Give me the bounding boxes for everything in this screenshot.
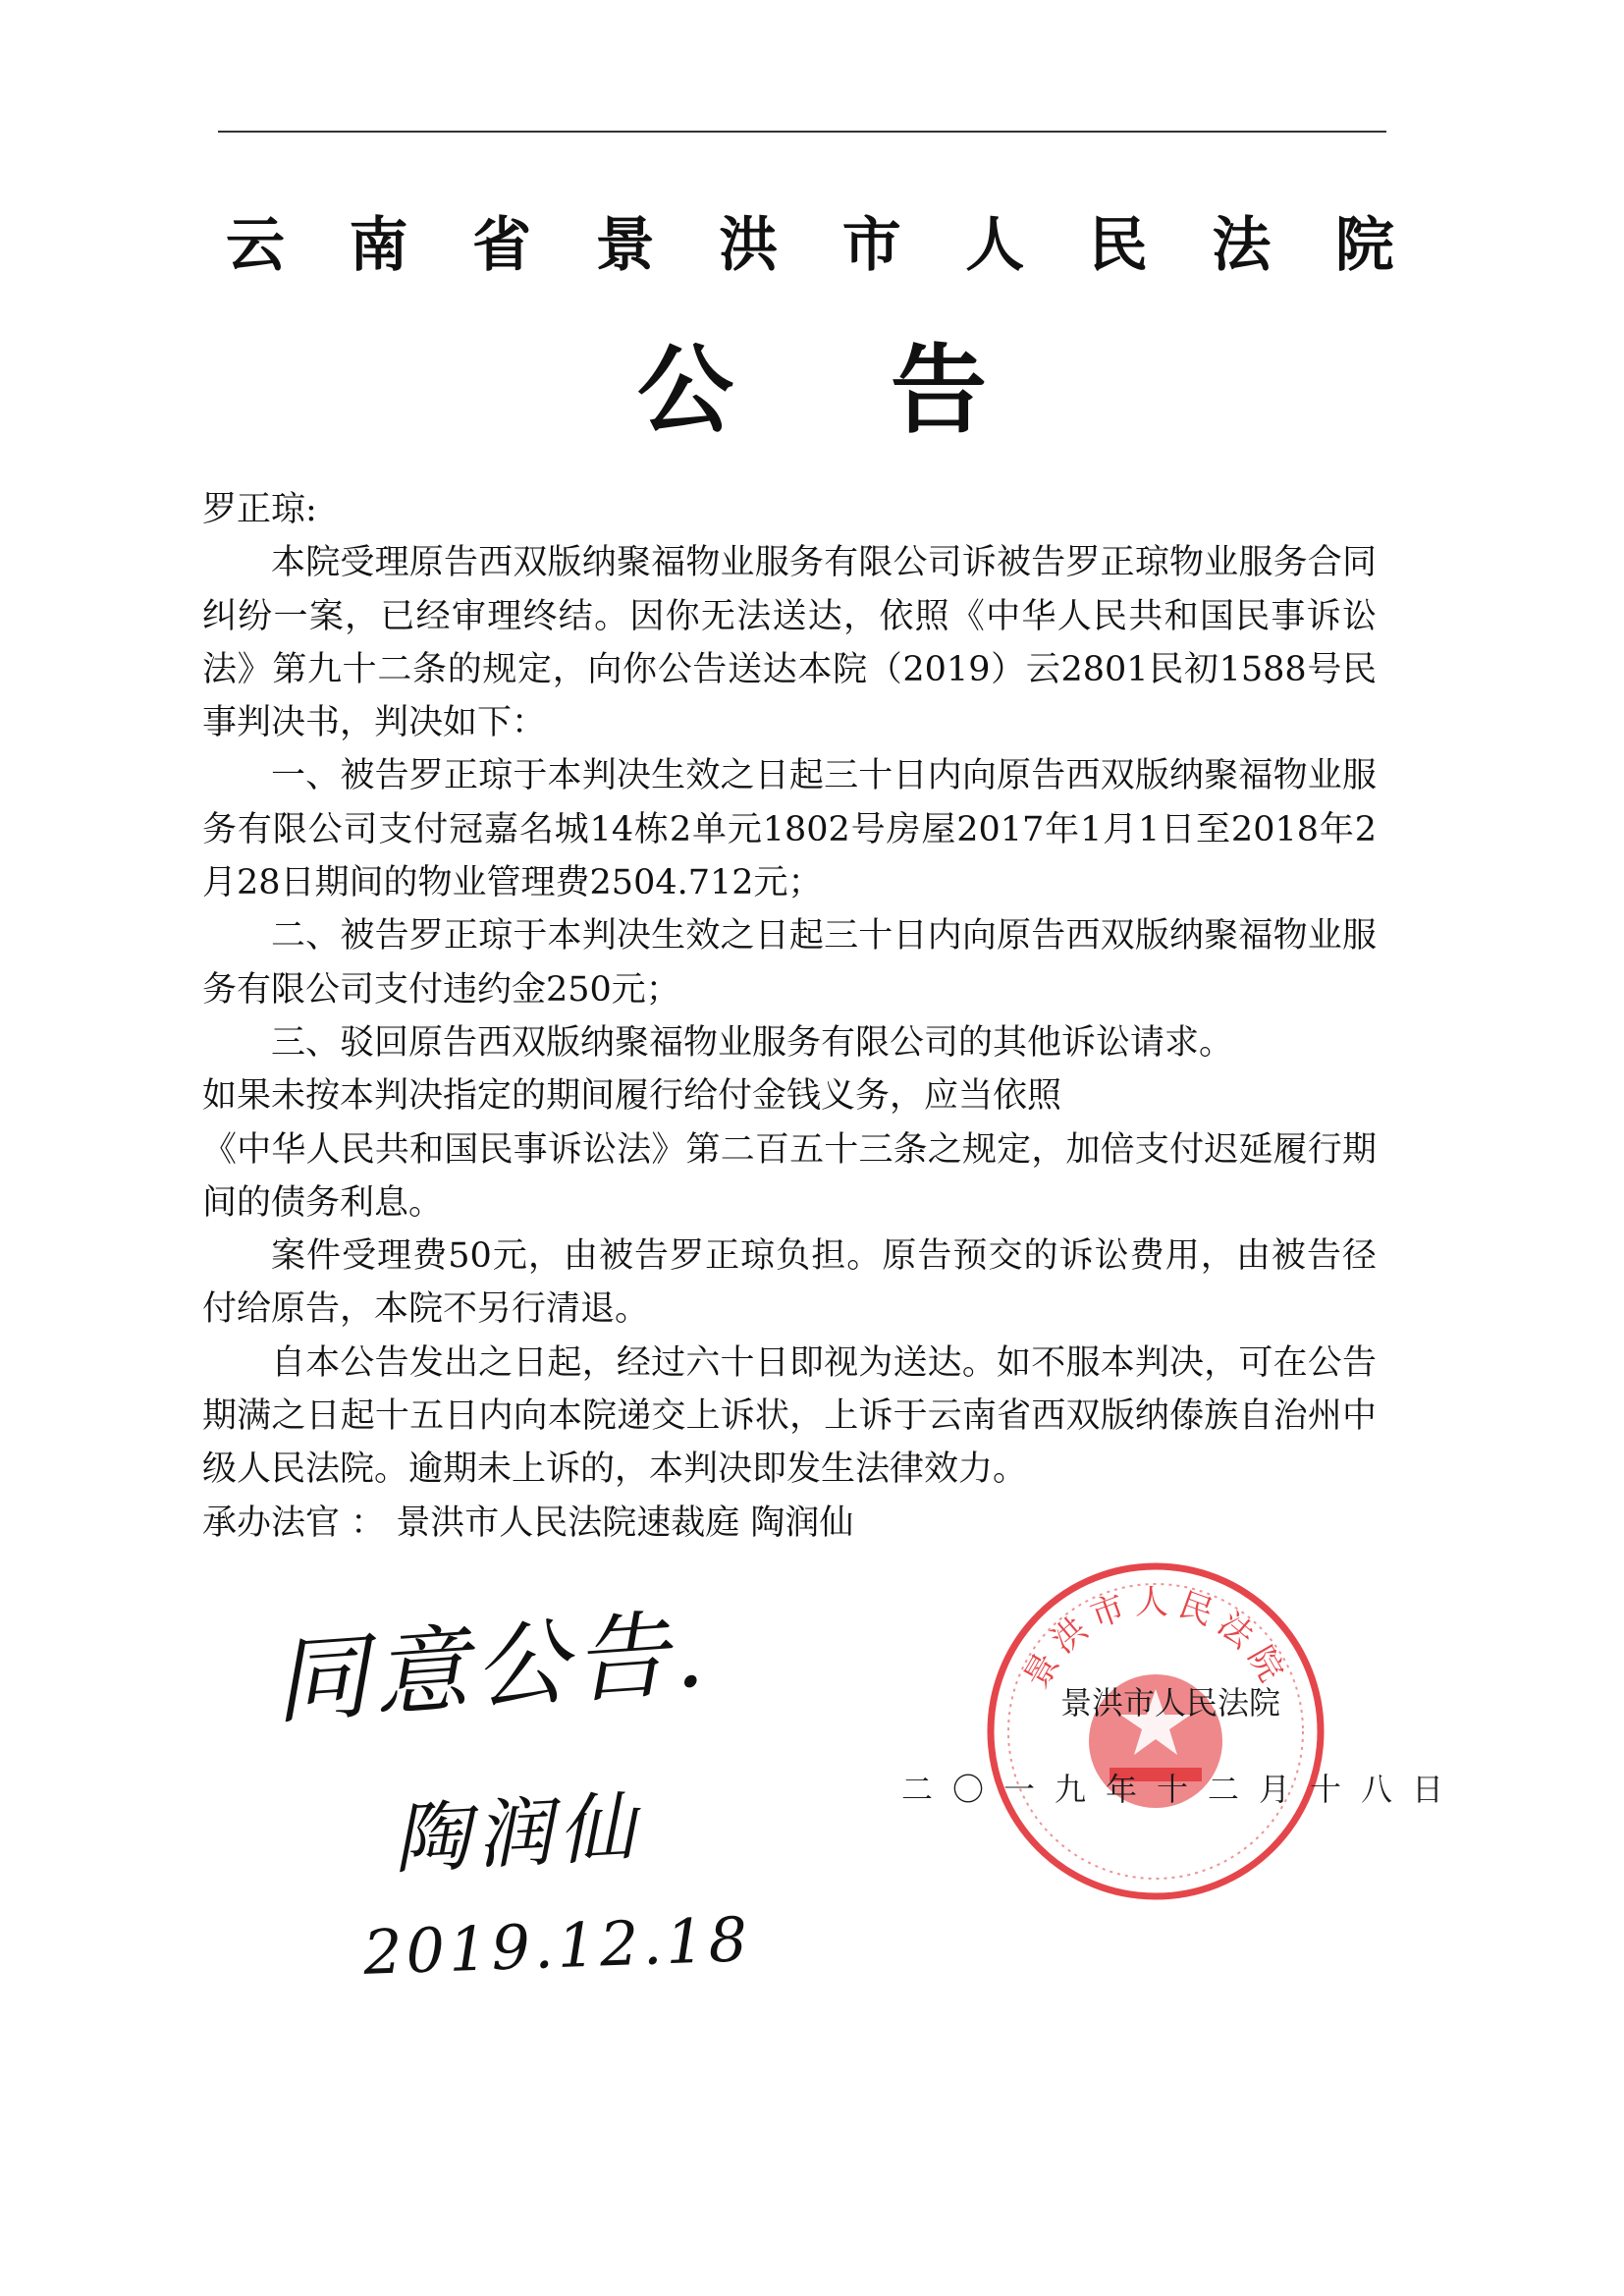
court-char: 人: [965, 211, 1025, 280]
handwritten-signature: 陶润仙: [391, 1783, 643, 1886]
judgment-item-1: 一、被告罗正琼于本判决生效之日起三十日内向原告西双版纳聚福物业服务有限公司支付冠嘉名城14栋2单元1802号房屋2017年1月1日至2018年2月28日期间的物业管理费2504.712元；: [202, 756, 1377, 903]
court-name-heading: [226, 206, 1394, 285]
court-seal: [984, 1559, 1327, 1903]
court-char: 法: [1212, 211, 1272, 280]
service-paragraph: 自本公告发出之日起，经过六十日即视为送达。如不服本判决，可在公告期满之日起十五日内向本院递交上诉状，上诉于云南省西双版纳傣族自治州中级人民法院。逾期未上诉的，本判决即发生法律效力。: [202, 1342, 1377, 1490]
svg-text:景洪市人民法院: 景洪市人民法院: [1016, 1583, 1295, 1696]
court-char: 院: [1334, 211, 1394, 280]
notice-body: [202, 483, 1377, 1550]
interest-line-1: 如果未按本判决指定的期间履行给付金钱义务，应当依照: [202, 1076, 1062, 1117]
court-char: 省: [472, 211, 532, 280]
notice-title: 公告: [636, 335, 1144, 447]
court-char: 洪: [719, 211, 779, 280]
intro-paragraph: 本院受理原告西双版纳聚福物业服务有限公司诉被告罗正琼物业服务合同纠纷一案，已经审理终结。因你无法送达，依照《中华人民共和国民事诉讼法》第九十二条的规定，向你公告送达本院（2019）云2801民初1588号民事判决书，判决如下：: [202, 543, 1377, 743]
court-char: 景: [595, 211, 655, 280]
court-char: 市: [841, 211, 901, 280]
top-rule: [218, 131, 1386, 133]
court-char: 南: [349, 211, 408, 280]
judgment-item-2: 二、被告罗正琼于本判决生效之日起三十日内向原告西双版纳聚福物业服务有限公司支付违约金250元；: [202, 916, 1377, 1010]
fee-paragraph: 案件受理费50元，由被告罗正琼负担。原告预交的诉讼费用，由被告径付给原告，本院不另行清退。: [202, 1236, 1377, 1330]
court-char: 云: [226, 211, 285, 280]
signing-date: 二〇一九年十二月十八日: [901, 1771, 1464, 1808]
handwritten-date: 2019.12.18: [361, 1903, 753, 1989]
handwritten-approval: 同意公告.: [270, 1597, 714, 1738]
addressee: 罗正琼:: [202, 490, 317, 529]
court-char: 民: [1088, 211, 1148, 280]
interest-line-2: 《中华人民共和国民事诉讼法》第二百五十三条之规定，加倍支付迟延履行期间的债务利息。: [202, 1129, 1377, 1223]
judge-line: 承办法官 ： 景洪市人民法院速裁庭 陶润仙: [202, 1503, 854, 1543]
signing-court: 景洪市人民法院: [1060, 1684, 1281, 1722]
judgment-item-3: 三、驳回原告西双版纳聚福物业服务有限公司的其他诉讼请求。: [271, 1022, 1234, 1063]
